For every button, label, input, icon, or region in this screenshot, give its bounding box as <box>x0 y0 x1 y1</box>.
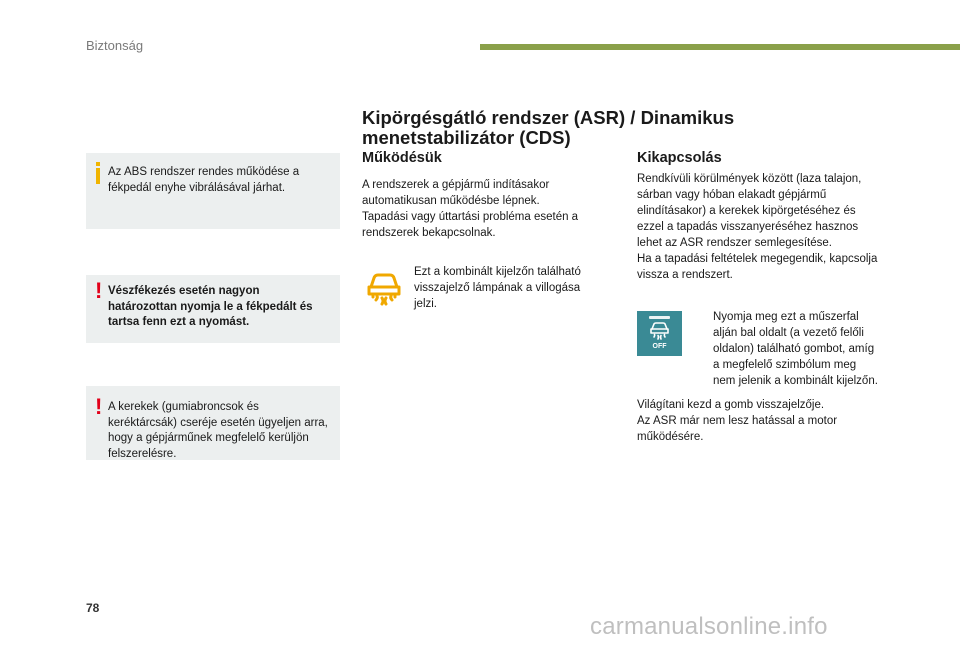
deactivation-para3-line: Az ASR már nem lesz hatással a motor <box>637 415 838 427</box>
note-abs <box>86 153 340 229</box>
deactivation-para1-line: sárban vagy hóban elakadt gépjármű <box>637 189 827 201</box>
operation-para1-line: A rendszerek a gépjármű indításakor <box>362 179 550 191</box>
page-title <box>362 108 782 148</box>
note-emergency-text: Vészfékezés esetén nagyon határozottan nyomja le a fékpedált és tartsa fenn ezt a nyomást. <box>108 285 313 328</box>
page-number: 78 <box>86 601 100 615</box>
section-title: Biztonság <box>86 38 144 53</box>
deactivation-instruction-paragraph <box>713 309 903 389</box>
deactivation-para2-line: oldalon) található gombot, amíg <box>713 343 875 355</box>
note-wheels-text: A kerekek (gumiabroncsok és keréktárcsák) cseréje esetén ügyeljen arra, hogy a gépjárműnek megfelelő kerüljön felszerelésre. <box>108 401 328 460</box>
info-mark-icon <box>95 162 101 188</box>
deactivation-result-paragraph <box>637 397 907 445</box>
header-accent-bar <box>480 44 960 50</box>
deactivation-paragraph <box>637 171 907 283</box>
deactivation-para1-line: elindításakor) a kerekek kipörgetéséhez és <box>637 205 856 217</box>
operation-indicator-paragraph <box>414 264 604 312</box>
deactivation-para1-line: ezzel a tapadás visszanyeréséhez hasznos <box>637 221 859 233</box>
asr-off-label: OFF <box>652 343 667 350</box>
note-wheels <box>86 386 340 460</box>
deactivation-para1-line: Ha a tapadási feltételek megegendik, kapcsolja <box>637 253 878 265</box>
deactivation-para1-line: vissza a rendszert. <box>637 269 733 281</box>
operation-paragraph <box>362 177 602 241</box>
operation-para1-line: automatikusan működésbe lépnek. <box>362 195 540 207</box>
deactivation-para1-line: lehet az ASR rendszer semlegesítése. <box>637 237 832 249</box>
deactivation-para3-line: működésére. <box>637 431 704 443</box>
deactivation-heading: Kikapcsolás <box>637 150 722 166</box>
operation-para2-line: Ezt a kombinált kijelzőn található <box>414 266 581 278</box>
operation-para1-line: Tapadási vagy úttartási probléma esetén a <box>362 211 579 223</box>
watermark: carmanualsonline.info <box>590 613 828 640</box>
operation-heading: Működésük <box>362 150 442 166</box>
page-title-line1: Kipörgésgátló rendszer (ASR) / Dinamikus <box>362 107 735 128</box>
deactivation-para2-line: alján bal oldalt (a vezető felőli <box>713 327 864 339</box>
operation-para2-line: visszajelző lámpának a villogása <box>414 282 581 294</box>
deactivation-para2-line: a megfelelő szimbólum meg <box>713 359 857 371</box>
operation-para1-line: rendszerek bekapcsolnak. <box>362 227 496 239</box>
deactivation-para2-line: nem jelenik a kombinált kijelzőn. <box>713 375 878 387</box>
deactivation-para2-line: Nyomja meg ezt a műszerfal <box>713 311 859 323</box>
deactivation-para3-line: Világítani kezd a gomb visszajelzője. <box>637 399 825 411</box>
warning-mark-icon: ! <box>95 394 103 419</box>
asr-off-button-icon <box>637 311 682 356</box>
asr-warning-lamp-icon <box>364 267 404 307</box>
deactivation-para1-line: Rendkívüli körülmények között (laza talajon, <box>637 173 862 185</box>
warning-mark-icon: ! <box>95 278 103 303</box>
page-title-line2: menetstabilizátor (CDS) <box>362 127 571 148</box>
note-emergency-braking <box>86 275 340 343</box>
operation-para2-line: jelzi. <box>414 298 438 310</box>
note-abs-text: Az ABS rendszer rendes működése a fékpedál enyhe vibrálásával járhat. <box>108 166 300 194</box>
